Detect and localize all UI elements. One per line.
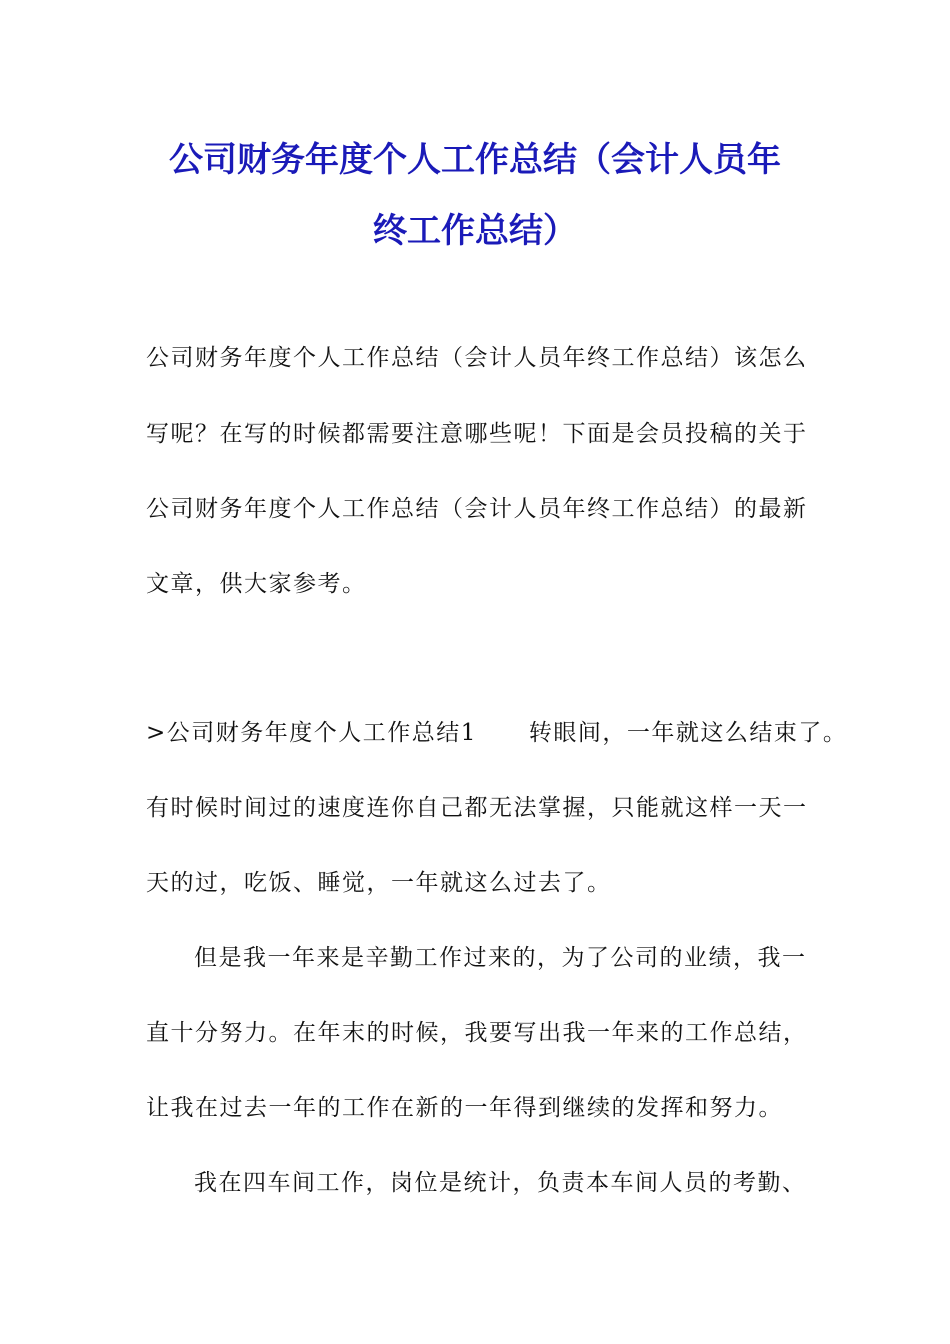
paragraph-1-line-3: 天的过，吃饭、睡觉，一年就这么过去了。 xyxy=(146,870,612,896)
paragraph-2-line-2: 直十分努力。在年末的时候，我要写出我一年来的工作总结， xyxy=(146,1020,808,1046)
paragraph-2-line-3: 让我在过去一年的工作在新的一年得到继续的发挥和努力。 xyxy=(146,1095,783,1121)
paragraph-3-line-1: 我在四车间工作，岗位是统计，负责本车间人员的考勤、 xyxy=(194,1170,807,1196)
document-title-line-2: 终工作总结） xyxy=(373,211,577,251)
section-heading: >公司财务年度个人工作总结1 xyxy=(146,720,477,746)
intro-line-3: 公司财务年度个人工作总结（会计人员年终工作总结）的最新 xyxy=(146,496,808,522)
section-first-text: 转眼间，一年就这么结束了。 xyxy=(528,720,848,746)
intro-line-1: 公司财务年度个人工作总结（会计人员年终工作总结）该怎么 xyxy=(146,345,808,371)
section-first-line xyxy=(146,718,847,748)
paragraph-1-line-2: 有时候时间过的速度连你自己都无法掌握，只能就这样一天一 xyxy=(146,795,808,821)
paragraph-2-line-1: 但是我一年来是辛勤工作过来的，为了公司的业绩，我一 xyxy=(194,945,807,971)
intro-line-4: 文章，供大家参考。 xyxy=(146,571,367,597)
intro-line-2: 写呢？在写的时候都需要注意哪些呢！下面是会员投稿的关于 xyxy=(146,421,808,447)
document-title-line-1: 公司财务年度个人工作总结（会计人员年 xyxy=(169,140,781,180)
